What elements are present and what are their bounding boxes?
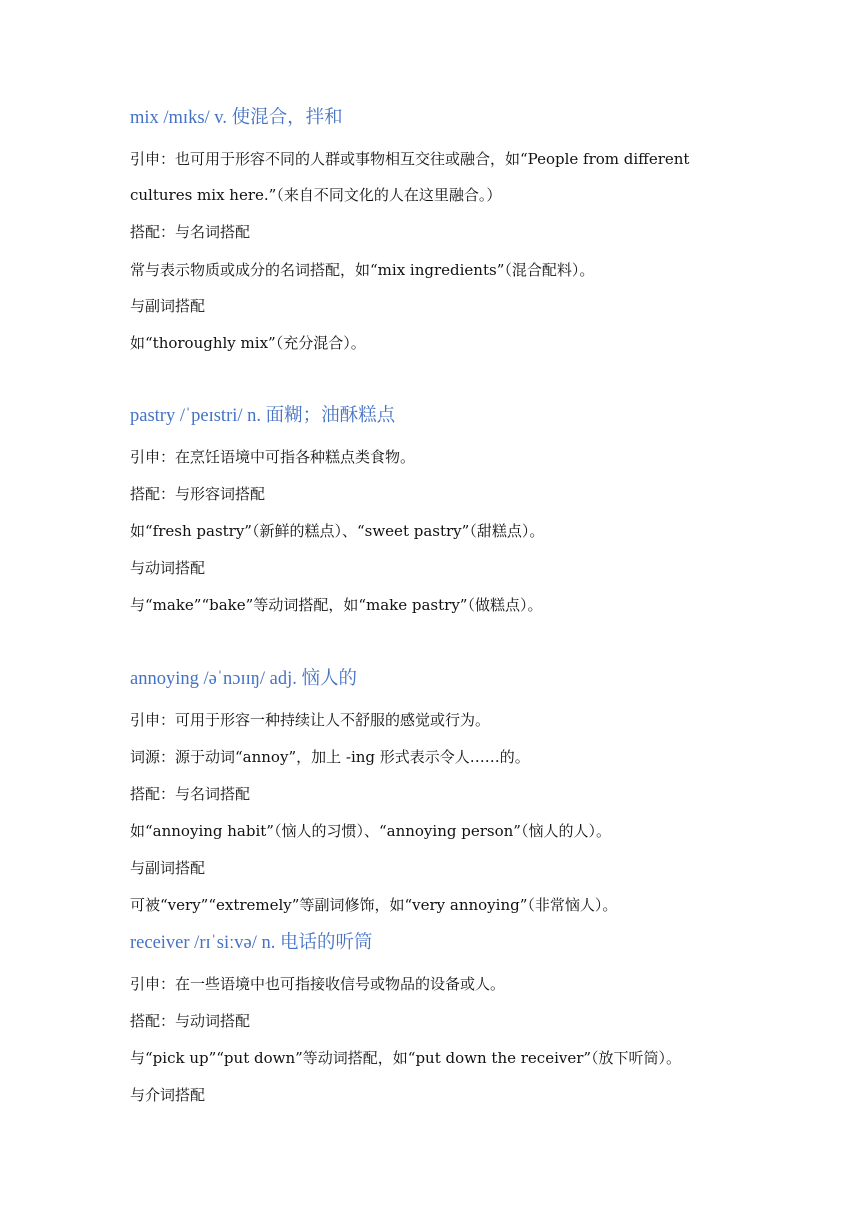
- entry-line: 引申：在烹饪语境中可指各种糕点类食物。: [130, 448, 416, 466]
- headword: annoying /əˈnɔɪɪŋ/ adj. 恼人的: [130, 669, 357, 689]
- entry-line: 引申：也可用于形容不同的人群或事物相互交往或融合，如“People from different: [130, 150, 690, 168]
- entry-line: 如“annoying habit”（恼人的习惯）、“annoying person”（恼人的人）。: [130, 822, 611, 840]
- entry-line: cultures mix here.”（来自不同文化的人在这里融合。）: [130, 186, 502, 204]
- entry-line: 与动词搭配: [130, 559, 206, 577]
- entry-line: 搭配：与名词搭配: [130, 223, 251, 241]
- entry-line: 与副词搭配: [130, 297, 206, 315]
- entry-line: 常与表示物质或成分的名词搭配，如“mix ingredients”（混合配料）。: [130, 261, 595, 279]
- entry-mix: [130, 106, 740, 352]
- entry-line: 如“thoroughly mix”（充分混合）。: [130, 334, 366, 352]
- entry-line: 可被“very”“extremely”等副词修饰，如“very annoying”（非常恼人）。: [130, 896, 618, 914]
- entry-annoying: [130, 667, 740, 914]
- headword: pastry /ˈpeɪstri/ n. 面糊；油酥糕点: [130, 406, 396, 426]
- entry-line: 与“make”“bake”等动词搭配，如“make pastry”（做糕点）。: [130, 596, 543, 614]
- headword: receiver /rɪˈsiːvə/ n. 电话的听筒: [130, 933, 373, 953]
- entry-line: 与“pick up”“put down”等动词搭配，如“put down the receiver”（放下听筒）。: [130, 1049, 682, 1067]
- entry-receiver: [130, 931, 740, 1104]
- entry-line: 引申：可用于形容一种持续让人不舒服的感觉或行为。: [130, 711, 491, 729]
- entry-line: 搭配：与形容词搭配: [130, 485, 266, 503]
- entry-line: 与介词搭配: [130, 1086, 206, 1104]
- headword: mix /mɪks/ v. 使混合，拌和: [130, 108, 343, 128]
- entry-line: 与副词搭配: [130, 859, 206, 877]
- entry-line: 搭配：与动词搭配: [130, 1012, 251, 1030]
- entry-line: 引申：在一些语境中也可指接收信号或物品的设备或人。: [130, 975, 506, 993]
- entry-pastry: [130, 404, 740, 614]
- entry-line: 如“fresh pastry”（新鲜的糕点）、“sweet pastry”（甜糕点）。: [130, 522, 545, 540]
- entry-line: 词源：源于动词“annoy”，加上 -ing 形式表示令人……的。: [130, 748, 530, 766]
- entry-line: 搭配：与名词搭配: [130, 785, 251, 803]
